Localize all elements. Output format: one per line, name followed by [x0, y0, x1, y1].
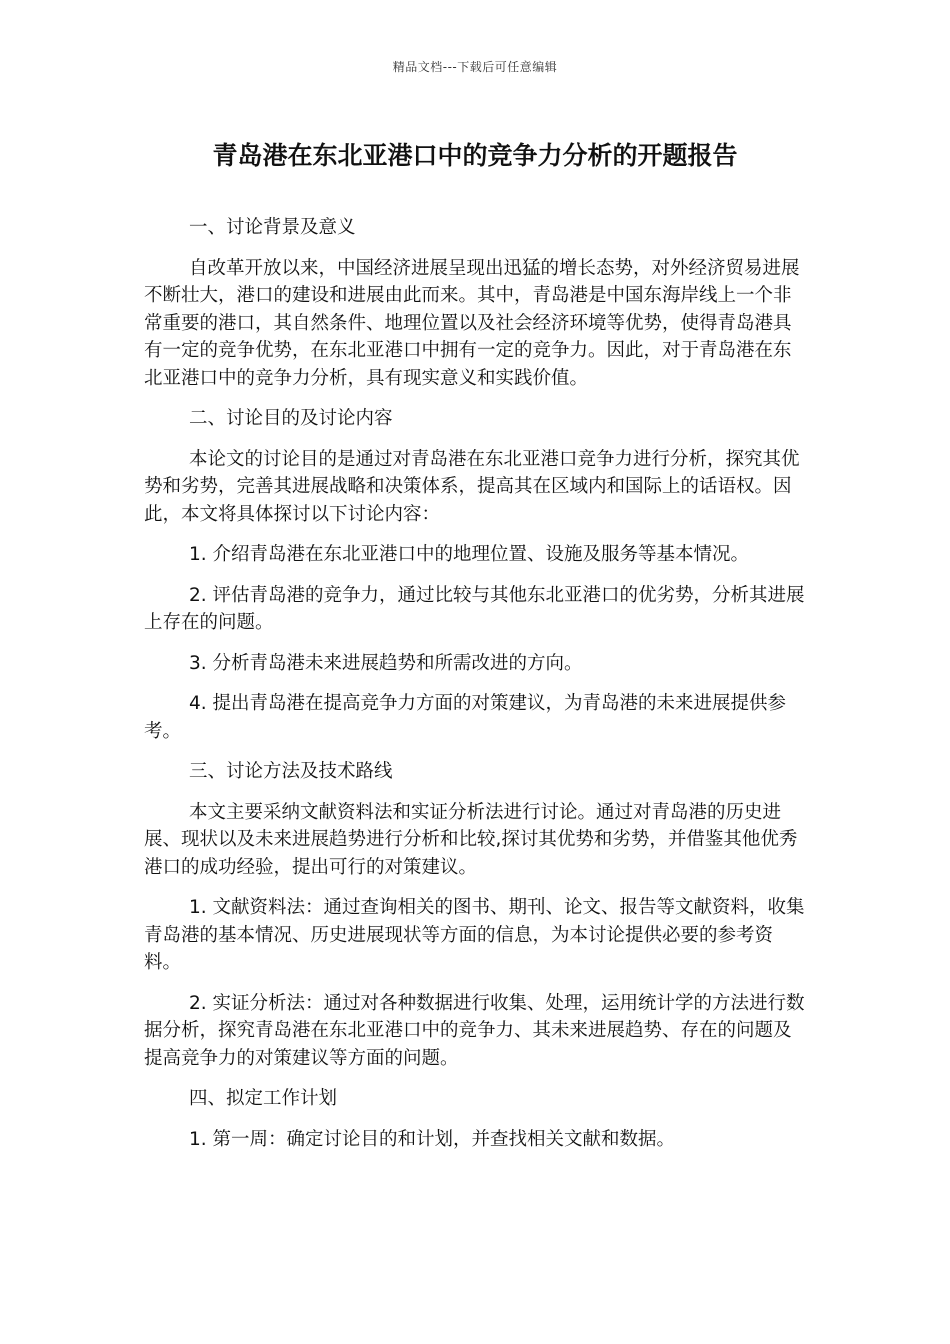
list-item-method-2: 2. 实证分析法：通过对各种数据进行收集、处理，运用统计学的方法进行数据分析，探究青岛港在东北亚港口中的竞争力、其未来进展趋势、存在的问题及提高竞争力的对策建议等方面的问题。 — [144, 992, 805, 1069]
list-item-purpose-2: 2. 评估青岛港的竞争力，通过比较与其他东北亚港口的优劣势，分析其进展上存在的问题。 — [144, 584, 805, 633]
list-item-plan-1: 1. 第一周：确定讨论目的和计划，并查找相关文献和数据。 — [189, 1128, 676, 1150]
section-heading-plan: 四、拟定工作计划 — [189, 1088, 338, 1109]
page-title: 青岛港在东北亚港口中的竞争力分析的开题报告 — [212, 141, 738, 170]
paragraph-method: 本文主要采纳文献资料法和实证分析法进行讨论。通过对青岛港的历史进展、现状以及未来进展趋势进行分析和比较,探讨其优势和劣势，并借鉴其他优秀港口的成功经验，提出可行的对策建议。 — [144, 801, 798, 878]
section-heading-background: 一、讨论背景及意义 — [189, 217, 356, 238]
header-note: 精品文档---下载后可任意编辑 — [392, 60, 558, 74]
paragraph-background: 自改革开放以来，中国经济进展呈现出迅猛的增长态势，对外经济贸易进展不断壮大，港口的建设和进展由此而来。其中，青岛港是中国东海岸线上一个非常重要的港口，其自然条件、地理位置以及社会经济环境等优势，使得青岛港具有一定的竞争优势，在东北亚港口中拥有一定的竞争力。因此，对于青岛港在东北亚港口中的竞争力分析，具有现实意义和实践价值。 — [144, 257, 800, 389]
document-body — [144, 214, 809, 1166]
list-item-purpose-4: 4. 提出青岛港在提高竞争力方面的对策建议，为青岛港的未来进展提供参考。 — [144, 693, 787, 742]
list-item-purpose-1: 1. 介绍青岛港在东北亚港口中的地理位置、设施及服务等基本情况。 — [189, 544, 750, 565]
paragraph-purpose: 本论文的讨论目的是通过对青岛港在东北亚港口竞争力进行分析，探究其优势和劣势，完善其进展战略和决策体系，提高其在区域内和国际上的话语权。因此，本文将具体探讨以下讨论内容： — [144, 448, 800, 525]
section-heading-purpose: 二、讨论目的及讨论内容 — [189, 408, 393, 429]
list-item-purpose-3: 3. 分析青岛港未来进展趋势和所需改进的方向。 — [189, 652, 583, 674]
section-heading-method: 三、讨论方法及技术路线 — [189, 761, 393, 782]
list-item-method-1: 1. 文献资料法：通过查询相关的图书、期刊、论文、报告等文献资料，收集青岛港的基本情况、历史进展现状等方面的信息，为本讨论提供必要的参考资料。 — [144, 897, 805, 973]
